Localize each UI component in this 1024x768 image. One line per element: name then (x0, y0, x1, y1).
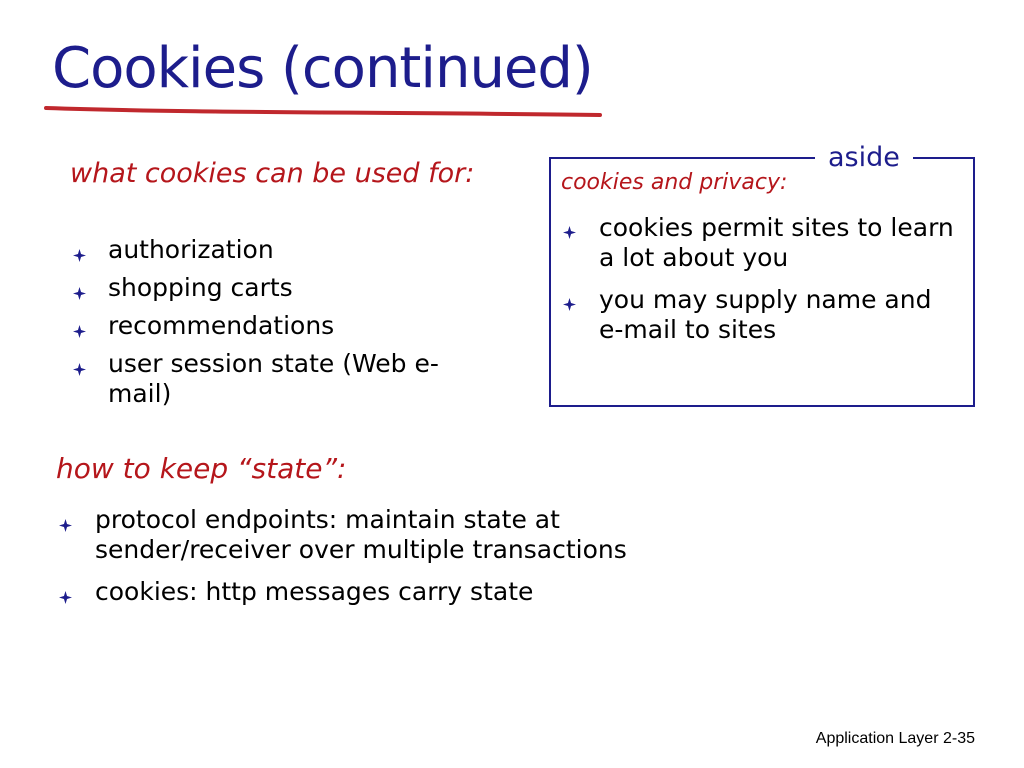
diamond-bullet-icon (73, 287, 86, 300)
list-item (59, 577, 629, 607)
aside-item-text: you may supply name and e-mail to sites (599, 285, 932, 344)
list-item (73, 349, 463, 409)
aside-label: aside (815, 142, 913, 174)
uses-item-text: recommendations (108, 311, 335, 340)
uses-item-text: shopping carts (108, 273, 293, 302)
diamond-bullet-icon (73, 325, 86, 338)
aside-heading: cookies and privacy: (561, 170, 788, 195)
diamond-bullet-icon (59, 591, 72, 604)
state-list (59, 505, 629, 619)
uses-item-text: authorization (108, 235, 274, 264)
slide-footer: Application Layer 2-35 (815, 730, 975, 747)
state-item-text: cookies: http messages carry state (95, 577, 534, 606)
list-item (73, 311, 463, 341)
uses-heading: what cookies can be used for: (70, 158, 475, 189)
slide-title: Cookies (continued) (52, 36, 593, 101)
list-item (73, 273, 463, 303)
list-item (563, 213, 963, 273)
list-item (563, 285, 963, 345)
diamond-bullet-icon (59, 519, 72, 532)
uses-list (73, 235, 463, 417)
diamond-bullet-icon (73, 363, 86, 376)
diamond-bullet-icon (73, 249, 86, 262)
diamond-bullet-icon (563, 298, 576, 311)
diamond-bullet-icon (563, 226, 576, 239)
title-underline-swoosh (44, 96, 604, 120)
aside-list (563, 213, 963, 357)
state-heading: how to keep “state”: (56, 452, 347, 485)
aside-item-text: cookies permit sites to learn a lot about you (599, 213, 954, 272)
list-item (59, 505, 629, 565)
list-item (73, 235, 463, 265)
state-item-text: protocol endpoints: maintain state at sender/receiver over multiple transactions (95, 505, 627, 564)
uses-item-text: user session state (Web e-mail) (108, 349, 439, 408)
